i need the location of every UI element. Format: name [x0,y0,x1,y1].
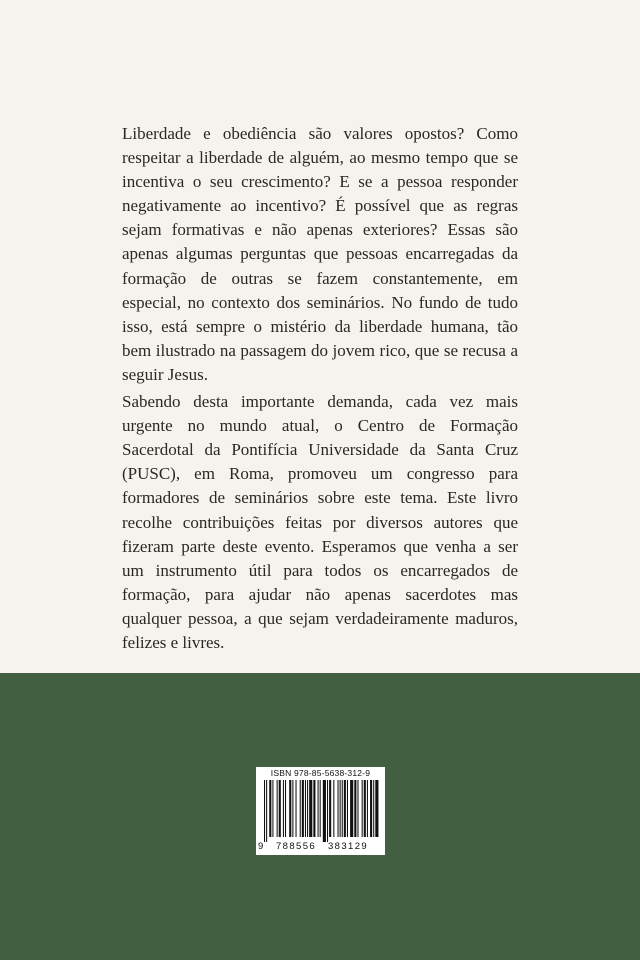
barcode-bar [277,780,278,837]
barcode-bar [329,780,331,837]
barcode-bar [364,780,366,837]
barcode-bar [344,780,346,837]
barcode-bar [300,780,301,837]
barcode-bar [338,780,339,837]
barcode-bar [279,780,281,837]
barcode-bar [309,780,312,837]
isbn-label: ISBN 978-85-5638-312-9 [270,768,371,778]
barcode-bar [292,780,293,837]
synopsis [122,122,518,655]
barcode-bar [307,780,308,837]
barcode-bar [340,780,341,837]
barcode-bar [362,780,363,837]
barcode-bar [266,780,267,842]
barcode-bar [342,780,343,837]
barcode-bar [285,780,286,837]
barcode-bars [262,780,380,842]
barcode-bar [357,780,358,837]
barcode-bar [318,780,319,837]
barcode-bar [320,780,321,837]
barcode-bar [373,780,374,837]
barcode-bar [375,780,378,837]
barcode-bar [323,780,326,842]
barcode-bar [367,780,368,837]
barcode-bar [370,780,372,837]
barcode-bar [289,780,291,837]
barcode-bar [313,780,315,837]
barcode-digit-first: 9 [258,841,264,852]
barcode-bar [264,780,265,842]
isbn-barcode [256,767,385,855]
barcode-bar [354,780,356,837]
synopsis-paragraph-2: Sabendo desta importante demanda, cada vez mais urgente no mundo atual, o Centro de Formação Sacerdotal da Pontifícia Universidade da Santa Cruz (PUSC), em Roma, promoveu um congresso para formadores de seminários sobre este tema. Este livro recolhe contribuições feitas por diversos autores que fizeram parte deste evento. Esperamos que venha a ser um instrumento útil para todos os encarregados de formação, para ajudar não apenas sacerdotes mas qualquer pessoa, a que sejam verdadeiramente maduros, felizes e livres. [122,392,518,652]
barcode-digits-left: 788556 [276,841,317,852]
barcode-bar [272,780,273,837]
synopsis-paragraph-1: Liberdade e obediência são valores opostos? Como respeitar a liberdade de alguém, ao mesmo tempo que se incentiva o seu crescimento? E se a pessoa responder negativamente ao incentivo? É possível que as regras sejam formativas e não apenas exteriores? Essas são apenas algumas perguntas que pessoas encarregadas da formação de outras se fazem constantemente, em especial, no contexto dos seminários. No fundo de tudo isso, está sempre o mistério da liberdade humana, tão bem ilustrado na passagem do jovem rico, que se recusa a seguir Jesus. [122,124,518,384]
barcode-bar [305,780,306,837]
barcode-bar [283,780,284,837]
barcode-bar [302,780,304,837]
barcode-bar [350,780,353,837]
barcode-bar [327,780,328,842]
barcode-bar [269,780,271,837]
barcode-bar [347,780,348,837]
barcode-digits-right: 383129 [328,841,369,852]
barcode-bar [333,780,334,837]
barcode-bar [296,780,297,837]
